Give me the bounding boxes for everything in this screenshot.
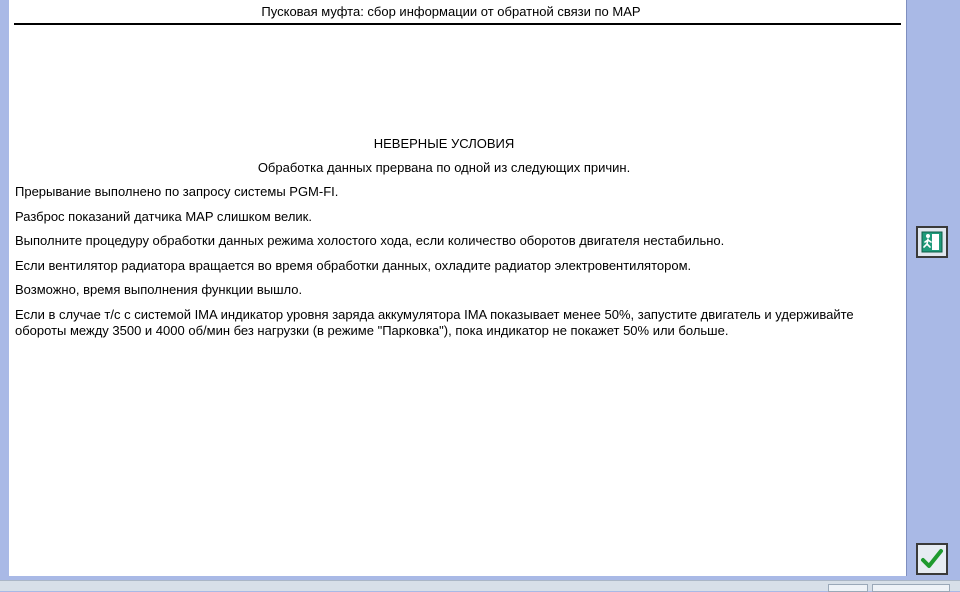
reason-line: Прерывание выполнено по запросу системы PGM-FI. <box>15 184 339 199</box>
message-subheading: Обработка данных прервана по одной из следующих причин. <box>257 160 631 175</box>
reason-list <box>15 184 875 347</box>
reason-line: Разброс показаний датчика MAP слишком велик. <box>15 208 312 224</box>
exit-door-icon <box>921 231 943 253</box>
reason-line: Если в случае т/с с системой IMA индикатор уровня заряда аккумулятора IMA показывает менее 50%, запустите двигатель и удерживайте обороты между 3500 и 4000 об/мин без нагрузки (в режиме "Парковка"), пока индикатор не покажет 50% или больше. <box>15 306 854 338</box>
confirm-button[interactable] <box>916 543 948 575</box>
reason-line: Если вентилятор радиатора вращается во время обработки данных, охладите радиатор электровентилятором. <box>15 257 692 273</box>
window-title: Пусковая муфта: сбор информации от обратной связи по MAP <box>261 4 641 19</box>
message-panel <box>9 0 907 576</box>
checkmark-icon <box>920 547 944 571</box>
reason-line: Выполните процедуру обработки данных режима холостого хода, если количество оборотов двигателя нестабильно. <box>15 233 725 248</box>
bottom-strip-button[interactable] <box>872 584 950 592</box>
reason-line: Возможно, время выполнения функции вышло. <box>15 282 303 297</box>
bottom-strip-button[interactable] <box>828 584 868 592</box>
exit-button[interactable] <box>916 226 948 258</box>
title-divider <box>14 23 901 25</box>
bottom-status-strip <box>0 580 960 591</box>
message-heading: НЕВЕРНЫЕ УСЛОВИЯ <box>373 136 515 151</box>
